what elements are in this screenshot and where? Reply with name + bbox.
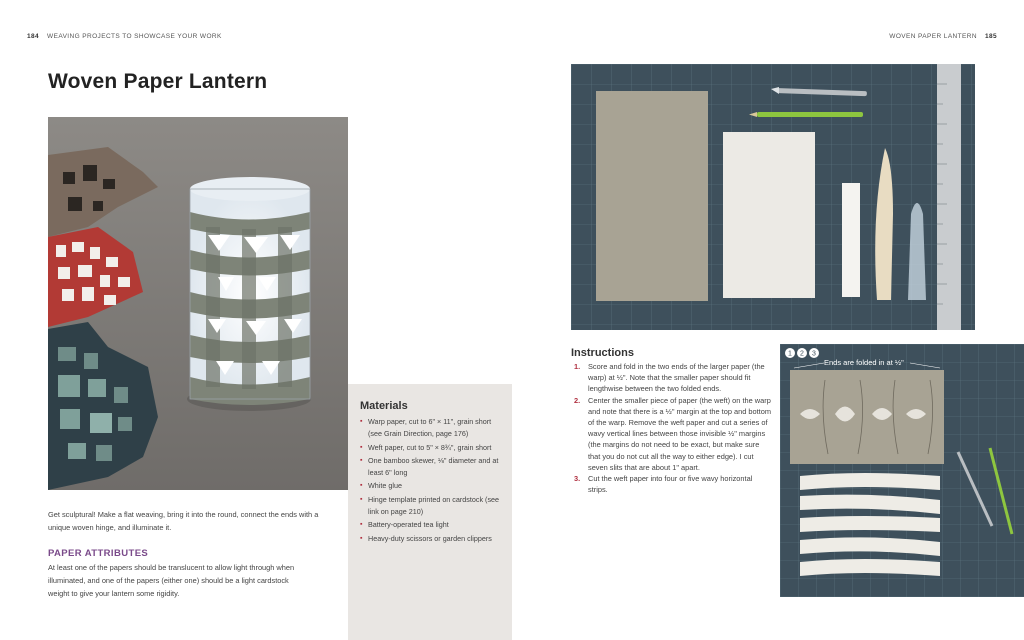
step-text: Center the smaller piece of paper (the weft) on the warp and note that there is a ½" margin at the top and bottom of the warp. Remove the weft paper and cut a series of wavy vertical lines between those invisible ½" margins (the margins do not need to be exact, but make sure that you do not cut all the way to either edge). I cut seven slits that are about 1" apart. bbox=[588, 395, 771, 472]
warp-paper bbox=[596, 91, 708, 301]
page-number-right: 185 bbox=[984, 33, 997, 40]
hinge-template bbox=[842, 183, 860, 297]
step-number: 2. bbox=[574, 395, 581, 405]
tools-photo bbox=[571, 64, 975, 330]
cut-strips-photo bbox=[780, 344, 1024, 597]
chapter-title: WEAVING PROJECTS TO SHOWCASE YOUR WORK bbox=[47, 33, 222, 40]
instructions-heading: Instructions bbox=[571, 347, 634, 359]
page-title: Woven Paper Lantern bbox=[48, 70, 268, 93]
step-badges bbox=[785, 348, 819, 358]
paper-attributes-heading: PAPER ATTRIBUTES bbox=[48, 548, 149, 559]
green-pencil bbox=[757, 112, 863, 117]
materials-box bbox=[348, 384, 512, 640]
instruction-step bbox=[571, 395, 771, 473]
badge-3: 3 bbox=[812, 350, 816, 358]
materials-item: ▪ Warp paper, cut to 6" × 11", grain short (see Grain Direction, page 176) bbox=[360, 416, 500, 441]
instruction-step bbox=[571, 361, 771, 395]
step-number: 3. bbox=[574, 474, 581, 484]
page-number-left: 184 bbox=[27, 33, 40, 40]
section-title: WOVEN PAPER LANTERN bbox=[889, 33, 977, 40]
materials-item: ▪ One bamboo skewer, ⅛" diameter and at least 6" long bbox=[360, 455, 500, 480]
badge-1: 1 bbox=[788, 350, 792, 358]
instructions-steps bbox=[571, 361, 771, 495]
intro-paragraph: Get sculptural! Make a flat weaving, bring it into the round, connect the ends with a unique woven hinge, and illuminate it. bbox=[48, 510, 319, 532]
running-head-right bbox=[889, 33, 997, 40]
running-head-left bbox=[27, 33, 222, 40]
materials-item: ▪ Battery-operated tea light bbox=[360, 519, 500, 531]
lantern bbox=[187, 177, 311, 411]
materials-item: ▪ Hinge template printed on cardstock (see link on page 210) bbox=[360, 494, 500, 519]
lantern-photo bbox=[48, 117, 348, 490]
materials-item: ▪ Weft paper, cut to 5" × 8¾", grain short bbox=[360, 442, 500, 454]
materials-item: ▪ Heavy-duty scissors or garden clippers bbox=[360, 533, 500, 545]
weft-paper bbox=[723, 132, 815, 298]
step-text: Cut the weft paper into four or five wavy horizontal strips. bbox=[588, 474, 753, 495]
fold-annotation: Ends are folded in at ½" bbox=[824, 358, 904, 367]
materials-list bbox=[360, 416, 500, 545]
step-text: Score and fold in the two ends of the larger paper (the warp) at ½". Note that the smaller paper should fit lengthwise between the two folded ends. bbox=[588, 362, 765, 394]
instruction-step bbox=[571, 473, 771, 495]
badge-2: 2 bbox=[800, 350, 804, 358]
materials-item: ▪ White glue bbox=[360, 480, 500, 492]
step-number: 1. bbox=[574, 362, 581, 371]
paper-attributes-text: At least one of the papers should be translucent to allow light through when illuminated, and one of the papers (either one) should be a light cardstock weight to give your lantern some rigidity. bbox=[48, 563, 295, 599]
materials-heading: Materials bbox=[360, 400, 408, 412]
